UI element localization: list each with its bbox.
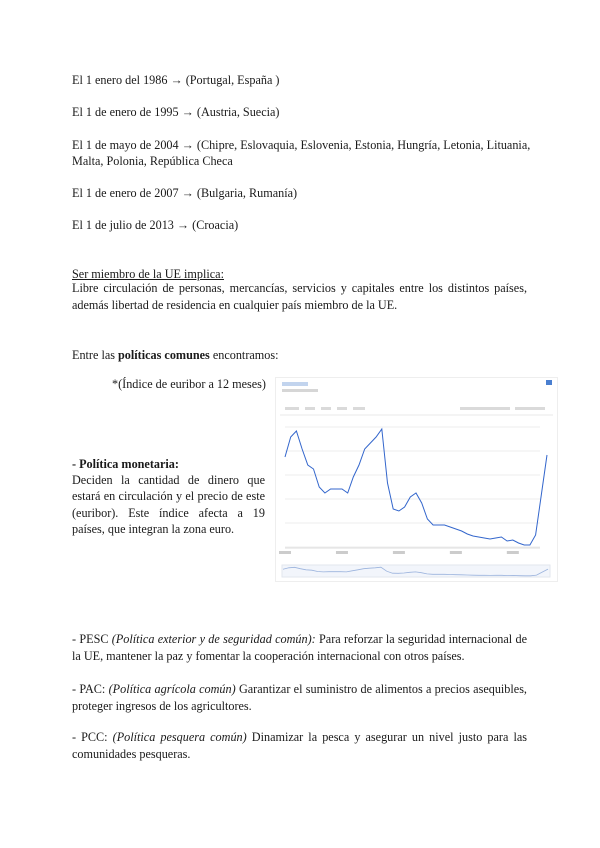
policy-pesc-body: Para reforzar la seguridad internacional de la UE, mantener la paz y fomentar la cooperación internacional con otros países.: [72, 632, 527, 663]
chart-x-tick-label: [336, 551, 348, 554]
accession-2013: El 1 de julio de 2013 → (Croacia): [72, 218, 239, 232]
policy-pac: [72, 681, 527, 714]
policies-intro-bold: políticas comunes: [118, 348, 210, 362]
accession-1986: El 1 enero del 1986 → (Portugal, España ): [72, 73, 280, 87]
euribor-chart: [275, 377, 558, 582]
monetary-policy-title: - Política monetaria:: [72, 457, 179, 471]
chart-x-tick-label: [279, 551, 291, 554]
monetary-policy-body: Deciden la cantidad de dinero que estará en circulación y el precio de este (euribor). Este índice afecta a 19 países, que integran la zona euro.: [72, 473, 265, 536]
policy-pcc-prefix: - PCC:: [72, 730, 113, 744]
policy-pesc-prefix: - PESC: [72, 632, 112, 646]
chart-corner-marker: [546, 380, 552, 385]
membership-body: Libre circulación de personas, mercancías, servicios y capitales entre los distintos países, además libertad de residencia en cualquier país miembro de la UE.: [72, 281, 527, 312]
policies-intro: [72, 347, 279, 363]
policy-pac-name: (Política agrícola común): [108, 682, 236, 696]
policies-intro-prefix: Entre las: [72, 348, 119, 362]
policy-pcc-body: Dinamizar la pesca y asegurar un nivel justo para las comunidades pesqueras.: [72, 730, 527, 761]
membership-heading: Ser miembro de la UE implica:: [72, 267, 224, 281]
policy-pesc: [72, 631, 527, 664]
policy-pesc-name: (Política exterior y de seguridad común):: [111, 632, 316, 646]
accession-2004-continued: Malta, Polonia, República Checa: [72, 154, 233, 168]
policy-pac-body: Garantizar el suministro de alimentos a precios asequibles, proteger ingresos de los agricultores.: [72, 682, 527, 713]
accession-1995: El 1 de enero de 1995 → (Austria, Suecia): [72, 105, 280, 119]
policy-pcc: [72, 729, 527, 762]
policy-pcc-name: (Política pesquera común): [112, 730, 247, 744]
policy-pac-prefix: - PAC:: [72, 682, 109, 696]
chart-x-tick-label: [507, 551, 519, 554]
accession-2007: El 1 de enero de 2007 → (Bulgaria, Rumanía): [72, 186, 298, 200]
chart-caption: *(Índice de euribor a 12 meses): [112, 377, 266, 391]
policies-intro-suffix: encontramos:: [209, 348, 279, 362]
chart-subheader-blur: [282, 389, 318, 392]
accession-2004: El 1 de mayo de 2004 → (Chipre, Eslovaquia, Eslovenia, Estonia, Hungría, Letonia, Lituania,: [72, 138, 531, 152]
chart-x-tick-label: [450, 551, 462, 554]
chart-navigator[interactable]: [282, 565, 550, 577]
euribor-chart-canvas: [275, 377, 558, 582]
chart-header-blur: [282, 382, 308, 386]
chart-x-tick-label: [393, 551, 405, 554]
